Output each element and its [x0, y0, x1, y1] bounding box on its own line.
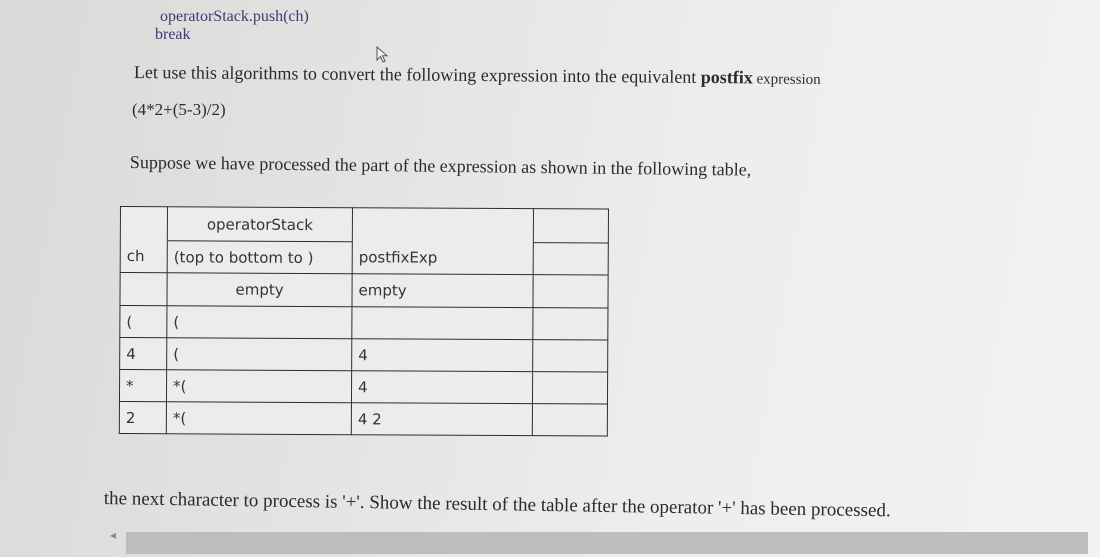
suppose-text: Suppose we have processed the part of the expression as shown in the following table,: [129, 152, 752, 180]
extra-cell: [532, 372, 607, 404]
table-row: [119, 370, 607, 405]
cell-stack: *(: [166, 370, 351, 403]
code-line-break: break: [155, 26, 191, 43]
cell-postfix: empty: [352, 274, 533, 308]
cell-postfix: 4: [351, 371, 532, 404]
header-postfix-blank: [352, 208, 533, 243]
extra-cell: [532, 404, 607, 436]
extra-cell: [533, 275, 608, 308]
cell-postfix: 4: [352, 339, 533, 372]
table-row: [120, 306, 608, 341]
question-text: the next character to process is '+'. Show the result of the table after the operator '+' has been processed.: [103, 488, 891, 522]
table-row: [120, 338, 608, 373]
cell-ch: [120, 273, 167, 306]
extra-cell: [533, 209, 608, 243]
cell-ch: *: [119, 370, 166, 402]
table-row: [119, 401, 607, 436]
header-row-top: [120, 207, 608, 244]
cell-ch: 2: [119, 401, 166, 433]
cell-stack: (: [167, 338, 352, 371]
header-ch: ch: [120, 241, 167, 273]
extra-cell: [533, 308, 608, 340]
postfix-bold: postfix: [700, 66, 753, 88]
cell-stack: (: [167, 306, 352, 339]
header-operator-line1: operatorStack: [167, 207, 352, 242]
extra-cell: [533, 243, 608, 275]
cell-stack: empty: [167, 273, 352, 307]
mouse-pointer-icon: [375, 46, 391, 64]
cell-stack: *(: [166, 402, 351, 435]
cell-ch: (: [120, 306, 167, 338]
header-operator-line2: (top to bottom to ): [167, 241, 352, 274]
horizontal-scrollbar[interactable]: [126, 532, 1088, 554]
conversion-table: [119, 206, 609, 437]
cell-postfix: [352, 307, 533, 340]
code-line-push: operatorStack.push(ch): [160, 8, 309, 25]
header-row-bottom: [120, 241, 608, 276]
expression-text: (4*2+(5-3)/2): [132, 100, 226, 119]
extra-cell: [533, 340, 608, 372]
scroll-left-icon[interactable]: ◂: [110, 528, 117, 542]
instruction-text: Let use this algorithms to convert the following expression into the equivalent postfix expression: [133, 62, 821, 88]
cell-postfix: 4 2: [351, 403, 532, 436]
cell-ch: 4: [120, 338, 167, 370]
header-ch-blank: [120, 207, 167, 241]
header-postfix: postfixExp: [352, 242, 533, 275]
table-row: [120, 273, 608, 309]
